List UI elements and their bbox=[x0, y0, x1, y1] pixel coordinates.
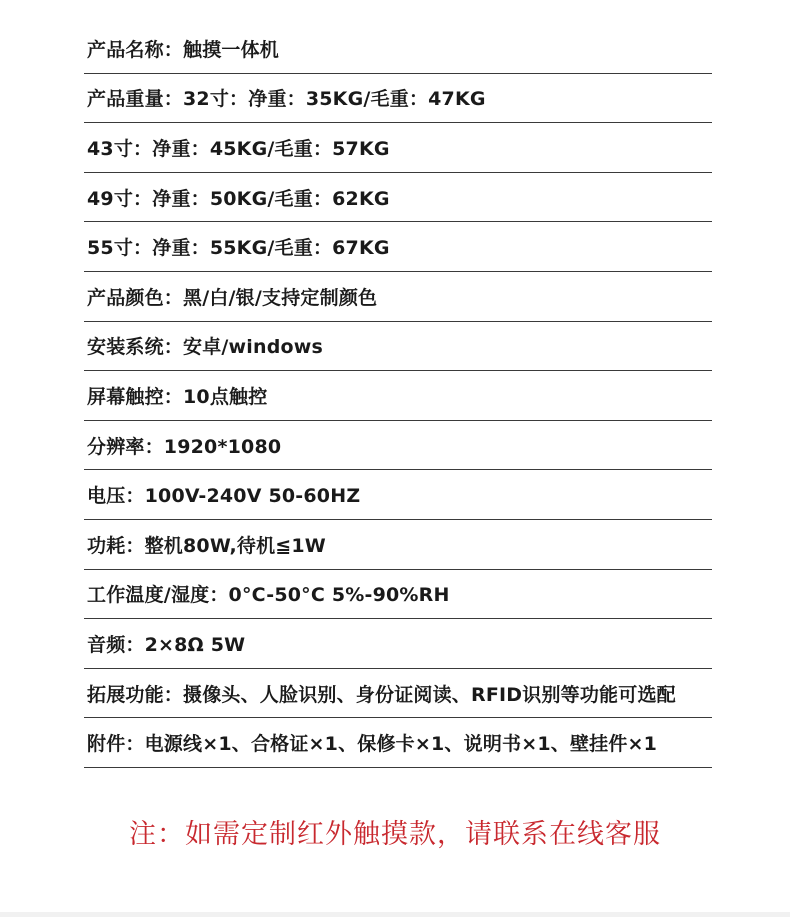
spec-row-extensions bbox=[84, 669, 712, 719]
spec-row-weight-55 bbox=[84, 222, 712, 272]
spec-text: 音频：2×8Ω 5W bbox=[87, 633, 246, 656]
spec-text: 分辨率：1920*1080 bbox=[87, 435, 282, 458]
spec-row-resolution bbox=[84, 421, 712, 471]
spec-text: 功耗：整机80W,待机≦1W bbox=[87, 534, 326, 557]
spec-row-product-name bbox=[84, 24, 712, 74]
bottom-divider bbox=[0, 912, 790, 917]
spec-row-weight-32 bbox=[84, 74, 712, 124]
spec-text: 电压：100V-240V 50-60HZ bbox=[87, 485, 361, 508]
spec-row-weight-49 bbox=[84, 173, 712, 223]
spec-row-accessories bbox=[84, 718, 712, 768]
spec-text: 49寸：净重：50KG/毛重：62KG bbox=[87, 187, 390, 210]
spec-text: 安装系统：安卓/windows bbox=[87, 336, 324, 359]
spec-row-temperature bbox=[84, 570, 712, 620]
spec-row-weight-43 bbox=[84, 123, 712, 173]
spec-text: 拓展功能：摄像头、人脸识别、身份证阅读、RFID识别等功能可选配 bbox=[87, 683, 676, 706]
spec-text: 43寸：净重：45KG/毛重：57KG bbox=[87, 137, 390, 160]
spec-text: 产品名称：触摸一体机 bbox=[87, 38, 280, 61]
spec-row-power bbox=[84, 520, 712, 570]
spec-text: 产品重量：32寸：净重：35KG/毛重：47KG bbox=[87, 88, 486, 111]
spec-row-color bbox=[84, 272, 712, 322]
spec-text: 工作温度/湿度：0°C-50°C 5%-90%RH bbox=[87, 584, 450, 607]
spec-row-voltage bbox=[84, 470, 712, 520]
spec-text: 屏幕触控：10点触控 bbox=[87, 385, 268, 408]
spec-text: 附件：电源线×1、合格证×1、保修卡×1、说明书×1、壁挂件×1 bbox=[87, 733, 658, 756]
spec-text: 产品颜色：黑/白/银/支持定制颜色 bbox=[87, 286, 378, 309]
spec-row-os bbox=[84, 322, 712, 372]
custom-order-note: 注：如需定制红外触摸款，请联系在线客服 bbox=[129, 819, 661, 850]
spec-text: 55寸：净重：55KG/毛重：67KG bbox=[87, 237, 390, 260]
spec-row-audio bbox=[84, 619, 712, 669]
spec-row-touch bbox=[84, 371, 712, 421]
spec-list bbox=[84, 24, 712, 768]
